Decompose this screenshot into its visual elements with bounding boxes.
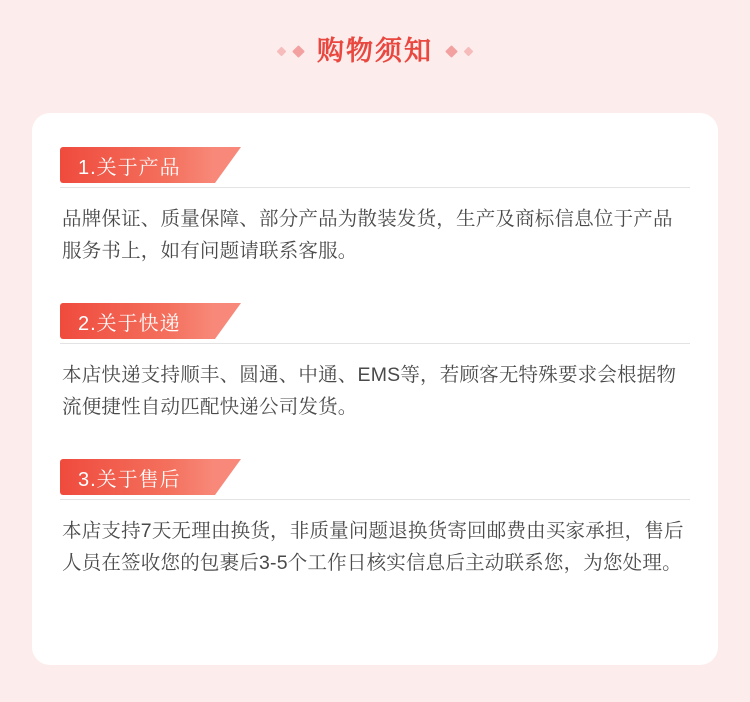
notice-card bbox=[32, 113, 718, 665]
section-product-label: 1.关于产品 bbox=[60, 147, 215, 183]
section-spacer bbox=[60, 433, 690, 459]
section-shipping-text: 本店快递支持顺丰、圆通、中通、EMS等，若顾客无特殊要求会根据物流便捷性自动匹配快递公司发货。 bbox=[62, 364, 677, 418]
diamond-icon bbox=[292, 45, 305, 58]
diamond-icon bbox=[464, 47, 474, 57]
header-right-ornament bbox=[447, 47, 472, 56]
diamond-icon bbox=[277, 47, 287, 57]
section-aftersales-heading bbox=[60, 459, 690, 500]
section-spacer bbox=[60, 277, 690, 303]
section-product bbox=[60, 147, 690, 267]
section-aftersales-label: 3.关于售后 bbox=[60, 459, 215, 495]
section-shipping bbox=[60, 303, 690, 423]
section-product-text: 品牌保证、质量保障、部分产品为散装发货，生产及商标信息位于产品服务书上，如有问题请联系客服。 bbox=[62, 208, 673, 262]
page-header bbox=[0, 0, 750, 69]
section-product-heading bbox=[60, 147, 690, 188]
section-shipping-heading bbox=[60, 303, 690, 344]
diamond-icon bbox=[445, 45, 458, 58]
header-left-ornament bbox=[278, 47, 303, 56]
section-shipping-label: 2.关于快递 bbox=[60, 303, 215, 339]
section-aftersales-text: 本店支持7天无理由换货，非质量问题退换货寄回邮费由买家承担，售后人员在签收您的包裹后3-5个工作日核实信息后主动联系您，为您处理。 bbox=[62, 520, 684, 574]
section-aftersales bbox=[60, 459, 690, 579]
page-title: 购物须知 bbox=[317, 36, 433, 66]
